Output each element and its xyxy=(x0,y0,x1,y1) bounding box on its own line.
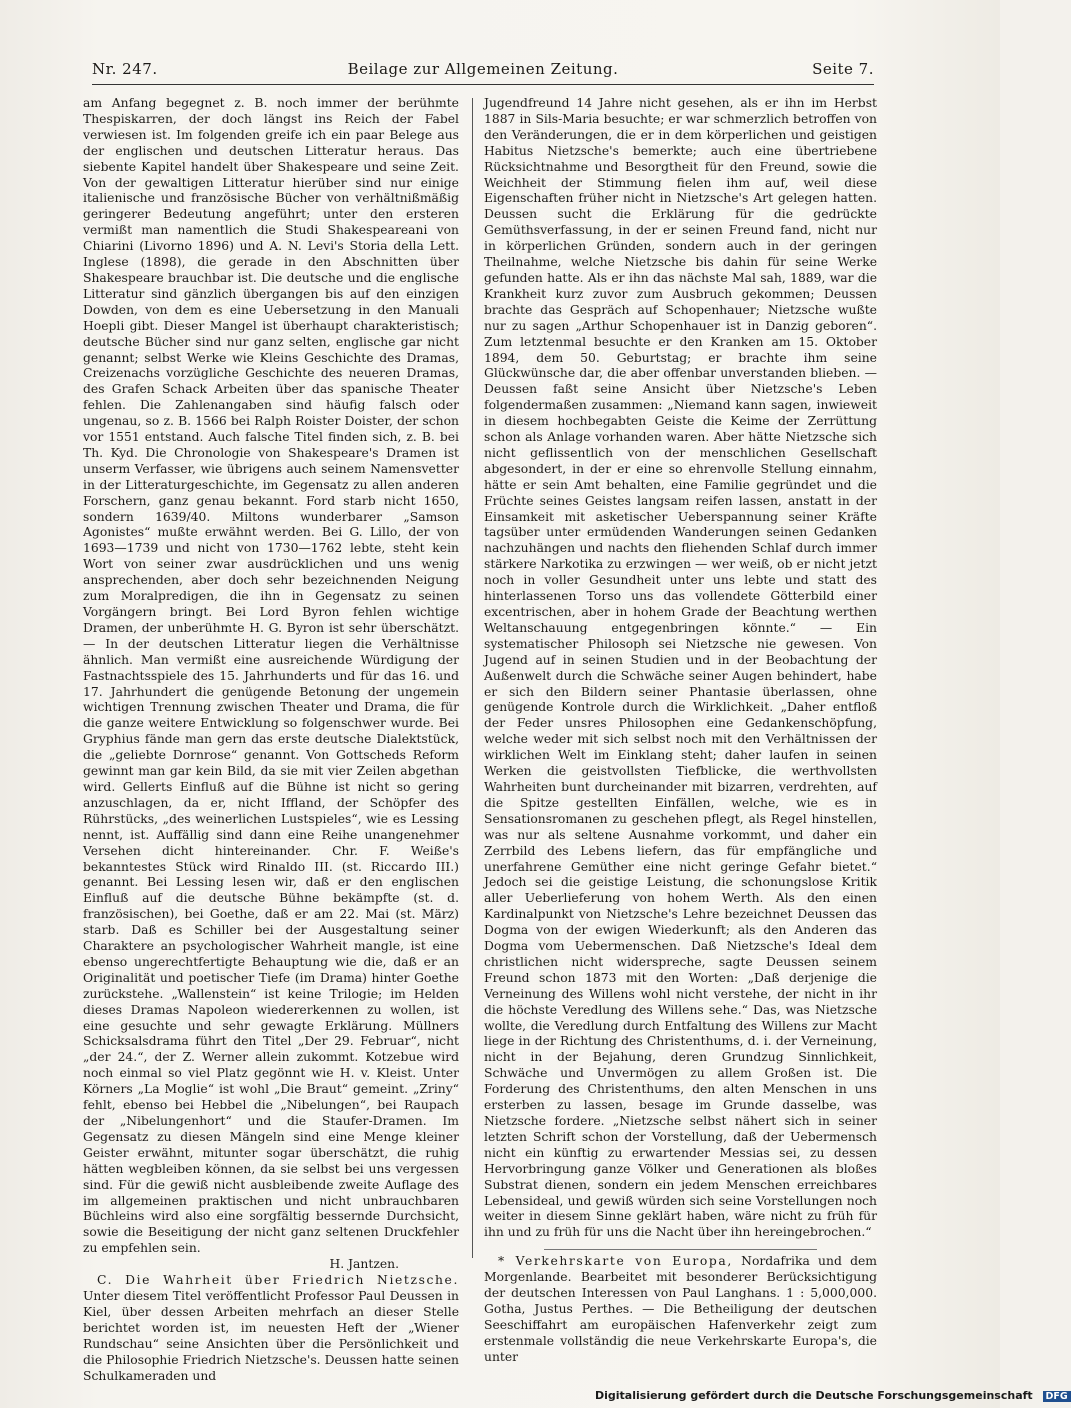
book-review-text: am Anfang begegnet z. B. noch immer der berühmte Thespiskarren, der doch längst ins Reich der Fabel verwiesen ist. Im folgenden greife ich ein paar Belege aus der englischen und deutschen Litteratur heraus. Das siebente Kapitel handelt über Shakespeare und seine Zeit. Von der gewaltigen Litteratur hierüber sind nur einige italienische und französische Bücher von verhältnißmäßig geringerer Bedeutung angeführt; unter den ersteren vermißt man namentlich die Studi Shakespeareani von Chiarini (Livorno 1896) und A. N. Levi's Storia della Lett. Inglese (1898), die gerade in den Abschnitten über Shakespeare brauchbar ist. Die deutsche und die englische Litteratur sind gänzlich übergangen bis auf den einzigen Dowden, von dem es eine Uebersetzung in den Manuali Hoepli gibt. Dieser Mangel ist überhaupt charakteristisch; deutsche Bücher sind nur ganz selten, englische gar nicht genannt; selbst Werke wie Kleins Geschichte des Dramas, Creizenachs vorzügliche Geschichte des neueren Dramas, des Grafen Schack Arbeiten über das spanische Theater fehlen. Die Zahlenangaben sind häufig falsch oder ungenau, so z. B. 1566 bei Ralph Roister Doister, der schon vor 1551 entstand. Auch falsche Titel finden sich, z. B. bei Th. Kyd. Die Chronologie von Shakespeare's Dramen ist unserm Verfasser, wie übrigens auch seinem Namensvetter in der Litteraturgeschichte, im Gegensatz zu allen anderen Forschern, ganz genau bekannt. Ford starb nicht 1650, sondern 1639/40. Miltons wunderbarer „Samson Agonistes“ mußte erwähnt werden. Bei G. Lillo, der von 1693—1739 und nicht von 1730—1762 lebte, steht kein Wort von seiner zwar ausdrücklichen und uns wenig ansprechenden, aber doch sehr bezeichnenden Neigung zum Moralpredigen, die ihn in Gegensatz zu seinen Vorgängern bringt. Bei Lord Byron fehlen wichtige Dramen, der unberühmte H. G. Byron ist sehr überschätzt. — In der deutschen Litteratur liegen die Verhältnisse ähnlich. Man vermißt eine ausreichende Würdigung der Fastnachtsspiele des 15. Jahrhunderts und für das 16. und 17. Jahrhundert die genügende Betonung der ungemein wichtigen Trennung zwischen Theater und Drama, die für die ganze weitere Entwicklung so folgenschwer wurde. Bei Gryphius fände man gern das erste deutsche Dialektstück, die „geliebte Dornrose“ genannt. Von Gottscheds Reform gewinnt man gar kein Bild, da sie mit vier Zeilen abgethan wird. Gellerts Einfluß auf die Bühne ist nicht so gering anzuschlagen, da er, nicht Iffland, der Schöpfer des Rührstücks, „des weinerlichen Lustspieles“, wie es Lessing nennt, ist. Auffällig sind dann eine Reihe unangenehmer Versehen dicht hintereinander. Chr. F. Weiße's bekanntestes Stück wird Rinaldo III. (st. Riccardo III.) genannt. Bei Lessing lesen wir, daß er den englischen Einfluß auf die deutsche Bühne bekämpfte (st. d. französischen), bei Goethe, daß er am 22. Mai (st. März) starb. Daß es Schiller bei der Ausgestaltung seiner Charaktere an psychologischer Wahrheit mangle, ist eine ebenso ungerechtfertigte Behauptung wie die, daß er an Originalität und poetischer Tiefe (im Drama) hinter Goethe zurückstehe. „Wallenstein“ ist keine Trilogie; im Helden dieses Dramas Napoleon wiedererkennen zu wollen, ist eine gesuchte und sehr gewagte Erklärung. Müllners Schicksalsdrama führt den Titel „Der 29. Februar“, nicht „der 24.“, der Z. Werner allein zukommt. Kotzebue wird noch einmal so viel Platz gegönnt wie H. v. Kleist. Unter Körners „La Moglie“ ist wohl „Die Braut“ gemeint. „Zriny“ fehlt, ebenso bei Hebbel die „Nibelungen“, bei Raupach der „Nibelungenhort“ und die Staufer-Dramen. Im Gegensatz zu diesen Mängeln sind eine Menge kleiner Geister erwähnt, mitunter sogar überschätzt, die ruhig hätten wegbleiben können, da sie selbst bei uns vergessen sind. Für die gewiß nicht ausbleibende zweite Auflage des im allgemeinen praktischen und nicht unbrauchbaren Büchleins wird also eine sorgfältig bessernde Durchsicht, sowie die Beseitigung der nicht ganz seltenen Druckfehler zu empfehlen sein. xyxy=(83,96,459,1256)
section-rule xyxy=(544,1249,817,1250)
right-column xyxy=(484,96,877,1366)
map-notice xyxy=(484,1254,877,1365)
left-column xyxy=(83,96,459,1384)
nietzsche-article-start xyxy=(83,1273,459,1384)
map-notice-heading: * Verkehrskarte von Europa, xyxy=(498,1254,733,1269)
column-divider xyxy=(472,98,473,1258)
nietzsche-article-continued: Jugendfreund 14 Jahre nicht gesehen, als er ihn im Herbst 1887 in Sils-Maria besuchte; er war schmerzlich betroffen von den Veränderungen, die er in dem körperlichen und geistigen Habitus Nietzsche's bemerkte; auch eine übertriebene Rücksichtnahme und Besorgtheit für den Freund, sowie die Weichheit der Stimmung fielen ihm auf, weil diese Eigenschaften früher nicht in Nietzsche's Art gelegen hatten. Deussen sucht die Erklärung für die gedrückte Gemüthsverfassung, in der er seinen Freund fand, nicht nur in körperlichen Gründen, sondern auch in der geringen Theilnahme, welche Nietzsche bis dahin für seine Werke gefunden hatte. Als er ihn das nächste Mal sah, 1889, war die Krankheit kurz zuvor zum Ausbruch gekommen; Deussen brachte das Gespräch auf Schopenhauer; Nietzsche wußte nur zu sagen „Arthur Schopenhauer ist in Danzig geboren“. Zum letztenmal besuchte er den Kranken am 15. Oktober 1894, dem 50. Geburtstag; er brachte ihm seine Glückwünsche dar, die aber offenbar unverstanden blieben. — Deussen faßt seine Ansicht über Nietzsche's Leben folgendermaßen zusammen: „Niemand kann sagen, inwieweit in diesem hochbegabten Geiste die Keime der Zerrüttung schon als Anlage vorhanden waren. Aber hätte Nietzsche sich nicht geflissentlich von der menschlichen Gesellschaft abgesondert, in der er eine so ehrenvolle Stellung einnahm, hätte er sein Amt behalten, eine Familie gegründet und die Früchte seines Geistes langsam reifen lassen, anstatt in der Einsamkeit mit asketischer Ueberspannung seiner Kräfte tagsüber unter ermüdenden Wanderungen seinen Gedanken nachzuhängen und nachts den fliehenden Schlaf durch immer stärkere Narkotika zu erzwingen — wer weiß, ob er nicht jetzt noch in voller Gesundheit unter uns lebte und statt des hinterlassenen Torso uns das vollendete Götterbild einer excentrischen, aber in hohem Grade der Beachtung werthen Weltanschauung entgegenbringen könnte.“ — Ein systematischer Philosoph sei Nietzsche nie gewesen. Von Jugend auf in seinen Studien und in der Beobachtung der Außenwelt durch die Schwäche seiner Augen behindert, habe er sich den Bildern seiner Phantasie überlassen, ohne genügende Kontrole durch die Wirklichkeit. „Daher entfloß der Feder unsres Philosophen eine Gedankenschöpfung, welche weder mit sich selbst noch mit den Verhältnissen der wirklichen Welt im Einklang steht; daher laufen in seinen Werken die geistvollsten Tiefblicke, die werthvollsten Wahrheiten bunt durcheinander mit bizarren, verdrehten, auf die Spitze gestellten Einfällen, welche, wie es in Sensationsromanen zu geschehen pflegt, als Regel hinstellen, was nur als seltene Ausnahme vorkommt, und daher ein Zerrbild des Lebens liefern, das für empfängliche und unerfahrene Gemüther eine nicht geringe Gefahr bietet.“ Jedoch sei die geistige Leistung, die schonungslose Kritik aller Ueberlieferung von hohem Werth. Als den einen Kardinalpunkt von Nietzsche's Lehre bezeichnet Deussen das Dogma von der ewigen Wiederkunft; als den Anderen das Dogma vom Uebermenschen. Daß Nietzsche's Ideal dem christlichen nicht widerspreche, sagte Deussen seinem Freund schon 1873 mit den Worten: „Daß derjenige die Verneinung des Willens wohl nicht verstehe, der nicht in ihr die höchste Veredlung des Willens sehe.“ Das, was Nietzsche wollte, die Veredlung durch Entfaltung des Willens zur Macht liege in der Richtung des Christenthums, d. i. der Verneinung, nicht in der Bejahung, deren Grundzug Sinnlichkeit, Schwäche und Unvermögen zu allem Großen ist. Die Forderung des Christenthums, den alten Menschen in uns ersterben zu lassen, besage im Grunde dasselbe, was Nietzsche fordere. „Nietzsche selbst nähert sich in seiner letzten Schrift schon der Vorstellung, daß der Uebermensch nicht ein künftig zu erwartender Messias sei, zu dessen Hervorbringung ganze Völker und Generationen als bloßes Substrat dienen, sondern ein jedem Menschen erreichbares Lebensideal, und gewiß würden sich seine Vorstellungen noch weiter in diesem Sinne geklärt haben, wäre nicht zu früh für ihn und zu früh für uns die Nacht über ihn hereingebrochen.“ xyxy=(484,96,877,1240)
review-signature: H. Jantzen. xyxy=(329,1257,399,1272)
map-notice-body: Nordafrika und dem Morgenlande. Bearbeitet mit besonderer Berücksichtigung der deutschen Interessen von Paul Langhans. 1 : 5,000,000. Gotha, Justus Perthes. — Die Betheiligung der deutschen Seeschiffahrt am europäischen Hafenverkehr zeigt zum erstenmale vollständig die neue Verkehrskarte Europa's, die unter xyxy=(484,1254,878,1364)
nietzsche-article-body: Unter diesem Titel veröffentlicht Professor Paul Deussen in Kiel, über dessen Arbeiten mehrfach an dieser Stelle berichtet worden ist, im neuesten Heft der „Wiener Rundschau“ seine Ansichten über die Persönlichkeit und die Philosophie Friedrich Nietzsche's. Deussen hatte seinen Schulkameraden und xyxy=(83,1288,459,1383)
dfg-logo: DFG xyxy=(1043,1391,1071,1402)
nietzsche-article-heading: C. Die Wahrheit über Friedrich Nietzsche. xyxy=(97,1273,459,1288)
page-number: Seite 7. xyxy=(812,60,874,78)
digitization-footer xyxy=(595,1389,1068,1405)
supplement-title: Beilage zur Allgemeinen Zeitung. xyxy=(347,60,619,78)
page-header xyxy=(92,58,874,85)
issue-number: Nr. 247. xyxy=(92,60,158,78)
funding-notice: Digitalisierung gefördert durch die Deutsche Forschungsgemeinschaft xyxy=(595,1389,1033,1402)
